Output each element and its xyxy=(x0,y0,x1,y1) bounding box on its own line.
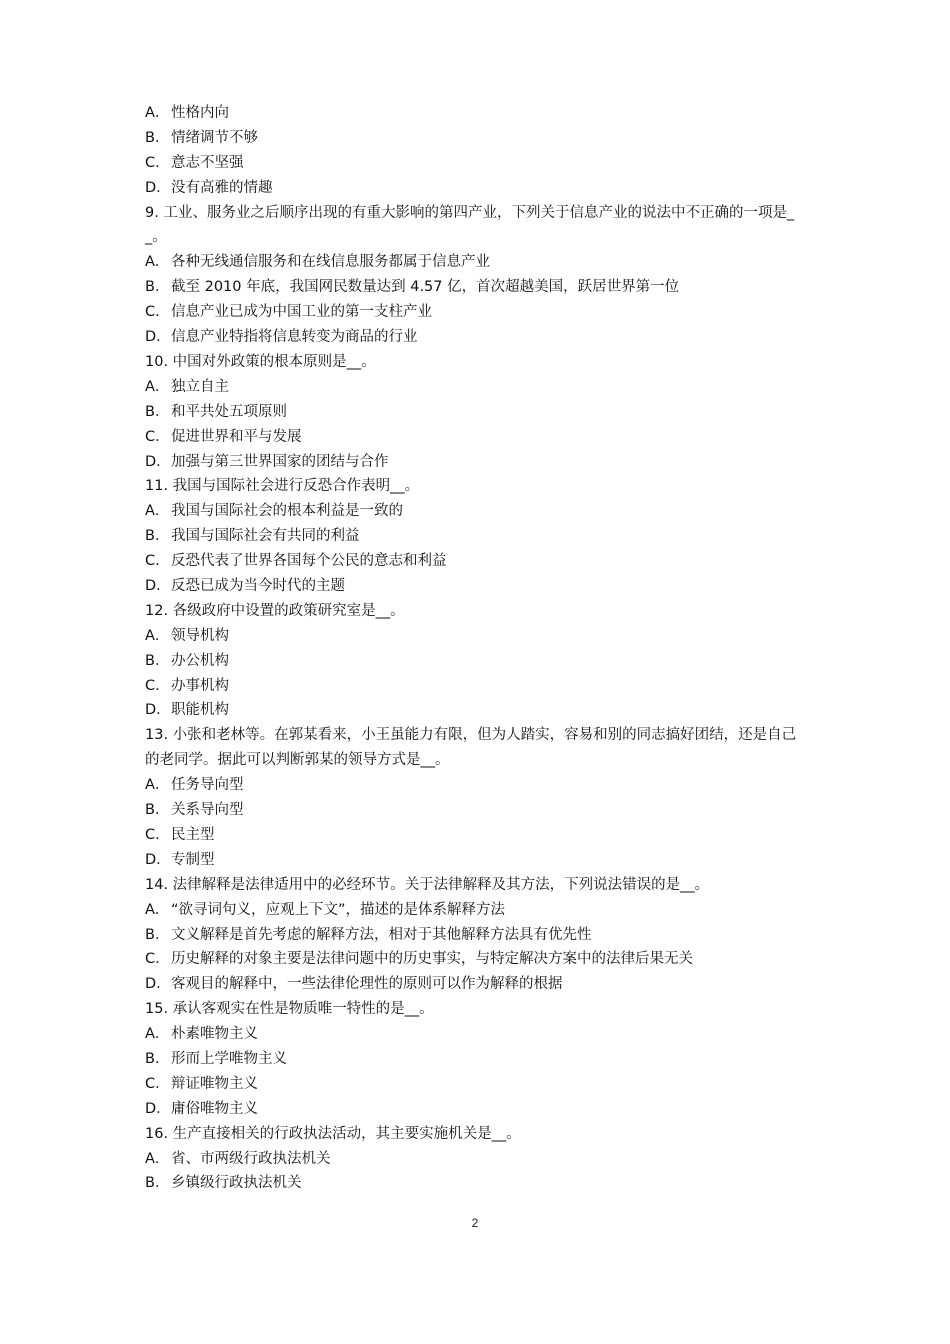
option-item xyxy=(145,798,810,823)
option-text: 促进世界和平与发展 xyxy=(171,428,302,445)
option-letter: C． xyxy=(145,1075,170,1092)
option-text: “欲寻词句义，应观上下文”，描述的是体系解释方法 xyxy=(171,901,506,918)
page-number: 2 xyxy=(471,1216,479,1230)
option-text: 职能机构 xyxy=(171,702,229,719)
option-letter: C． xyxy=(145,553,170,570)
question-text: 12. 各级政府中设置的政策研究室是__。 xyxy=(145,602,405,619)
option-item xyxy=(145,848,810,873)
option-item xyxy=(145,250,810,275)
option-letter: C． xyxy=(145,428,170,445)
option-text: 形而上学唯物主义 xyxy=(171,1050,287,1067)
option-letter: D． xyxy=(145,577,171,594)
option-item xyxy=(145,151,810,176)
option-item xyxy=(145,972,810,997)
option-text: 专制型 xyxy=(171,851,215,868)
option-letter: C． xyxy=(145,304,170,321)
option-letter: A． xyxy=(145,777,170,794)
option-item xyxy=(145,574,810,599)
option-text: 意志不坚强 xyxy=(171,154,244,171)
option-text: 加强与第三世界国家的团结与合作 xyxy=(171,453,389,470)
option-text: 我国与国际社会有共同的利益 xyxy=(171,528,360,545)
option-item xyxy=(145,325,810,350)
option-item xyxy=(145,549,810,574)
option-letter: B． xyxy=(145,926,170,943)
question-text: 14. 法律解释是法律适用中的必经环节。关于法律解释及其方法，下列说法错误的是__。 xyxy=(145,876,710,893)
option-text: 任务导向型 xyxy=(171,777,244,794)
option-text: 朴素唯物主义 xyxy=(171,1026,258,1043)
option-text: 领导机构 xyxy=(171,627,229,644)
option-letter: C． xyxy=(145,154,170,171)
option-item xyxy=(145,375,810,400)
option-text: 没有高雅的情趣 xyxy=(171,179,273,196)
option-text: 办公机构 xyxy=(171,652,229,669)
option-item xyxy=(145,176,810,201)
option-item xyxy=(145,1022,810,1047)
question-text: 9. 工业、服务业之后顺序出现的有重大影响的第四产业，下列关于信息产业的说法中不正确的一项是__。 xyxy=(145,204,795,246)
question-text: 16. 生产直接相关的行政执法活动，其主要实施机关是__。 xyxy=(145,1125,521,1142)
option-text: 庸俗唯物主义 xyxy=(171,1100,258,1117)
option-letter: D． xyxy=(145,976,171,993)
option-text: 民主型 xyxy=(171,826,215,843)
option-item xyxy=(145,923,810,948)
option-text: 乡镇级行政执法机关 xyxy=(171,1175,302,1192)
option-letter: A． xyxy=(145,378,170,395)
option-letter: A． xyxy=(145,1026,170,1043)
option-item xyxy=(145,126,810,151)
option-item xyxy=(145,275,810,300)
option-item xyxy=(145,524,810,549)
option-item xyxy=(145,624,810,649)
option-letter: D． xyxy=(145,851,171,868)
option-text: 省、市两级行政执法机关 xyxy=(171,1150,331,1167)
option-letter: C． xyxy=(145,826,170,843)
option-letter: B． xyxy=(145,1175,170,1192)
option-letter: A． xyxy=(145,1150,170,1167)
option-item xyxy=(145,101,810,126)
option-item xyxy=(145,898,810,923)
option-letter: A． xyxy=(145,901,170,918)
option-item xyxy=(145,1147,810,1172)
option-item xyxy=(145,674,810,699)
option-item xyxy=(145,425,810,450)
question-text: 11. 我国与国际社会进行反恐合作表明__。 xyxy=(145,478,420,495)
option-text: 客观目的解释中，一些法律伦理性的原则可以作为解释的根据 xyxy=(171,976,563,993)
option-item xyxy=(145,300,810,325)
option-item xyxy=(145,773,810,798)
option-item xyxy=(145,450,810,475)
option-item xyxy=(145,649,810,674)
option-text: 辩证唯物主义 xyxy=(171,1075,258,1092)
option-letter: A． xyxy=(145,254,170,271)
question-text: 13. 小张和老林等。在郭某看来，小王虽能力有限，但为人踏实，容易和别的同志搞好团结，还是自己的老同学。据此可以判断郭某的领导方式是__。 xyxy=(145,727,797,769)
option-text: 各种无线通信服务和在线信息服务都属于信息产业 xyxy=(171,254,490,271)
option-letter: D． xyxy=(145,453,171,470)
option-text: 和平共处五项原则 xyxy=(171,403,287,420)
option-letter: B． xyxy=(145,279,170,296)
option-letter: A． xyxy=(145,627,170,644)
option-text: 我国与国际社会的根本利益是一致的 xyxy=(171,503,403,520)
option-text: 独立自主 xyxy=(171,378,229,395)
option-text: 关系导向型 xyxy=(171,802,244,819)
option-letter: D． xyxy=(145,702,171,719)
option-item xyxy=(145,1097,810,1122)
option-letter: B． xyxy=(145,802,170,819)
option-text: 文义解释是首先考虑的解释方法，相对于其他解释方法具有优先性 xyxy=(171,926,592,943)
option-letter: D． xyxy=(145,179,171,196)
option-text: 截至 2010 年底，我国网民数量达到 4.57 亿，首次超越美国，跃居世界第一位 xyxy=(171,279,680,296)
option-text: 信息产业已成为中国工业的第一支柱产业 xyxy=(171,304,432,321)
option-text: 情绪调节不够 xyxy=(171,129,258,146)
option-letter: D． xyxy=(145,329,171,346)
option-item xyxy=(145,1072,810,1097)
option-text: 性格内向 xyxy=(171,105,229,121)
option-text: 办事机构 xyxy=(171,677,229,694)
option-item xyxy=(145,823,810,848)
option-text: 反恐已成为当今时代的主题 xyxy=(171,577,345,594)
option-letter: B． xyxy=(145,1050,170,1067)
option-text: 反恐代表了世界各国每个公民的意志和利益 xyxy=(171,553,447,570)
option-letter: A． xyxy=(145,503,170,520)
option-letter: B． xyxy=(145,528,170,545)
option-item xyxy=(145,1171,810,1196)
option-item xyxy=(145,947,810,972)
option-item xyxy=(145,698,810,723)
question-text: 15. 承认客观实在性是物质唯一特性的是__。 xyxy=(145,1001,434,1018)
option-letter: B． xyxy=(145,652,170,669)
option-text: 信息产业特指将信息转变为商品的行业 xyxy=(171,329,418,346)
question-text: 10. 中国对外政策的根本原则是__。 xyxy=(145,353,376,370)
option-letter: B． xyxy=(145,129,170,146)
option-item xyxy=(145,1047,810,1072)
option-letter: A． xyxy=(145,105,170,121)
option-text: 历史解释的对象主要是法律问题中的历史事实，与特定解决方案中的法律后果无关 xyxy=(171,951,693,968)
option-letter: C． xyxy=(145,951,170,968)
option-item xyxy=(145,400,810,425)
option-letter: D． xyxy=(145,1100,171,1117)
option-letter: C． xyxy=(145,677,170,694)
option-letter: B． xyxy=(145,403,170,420)
page-content xyxy=(145,101,810,1196)
option-item xyxy=(145,499,810,524)
